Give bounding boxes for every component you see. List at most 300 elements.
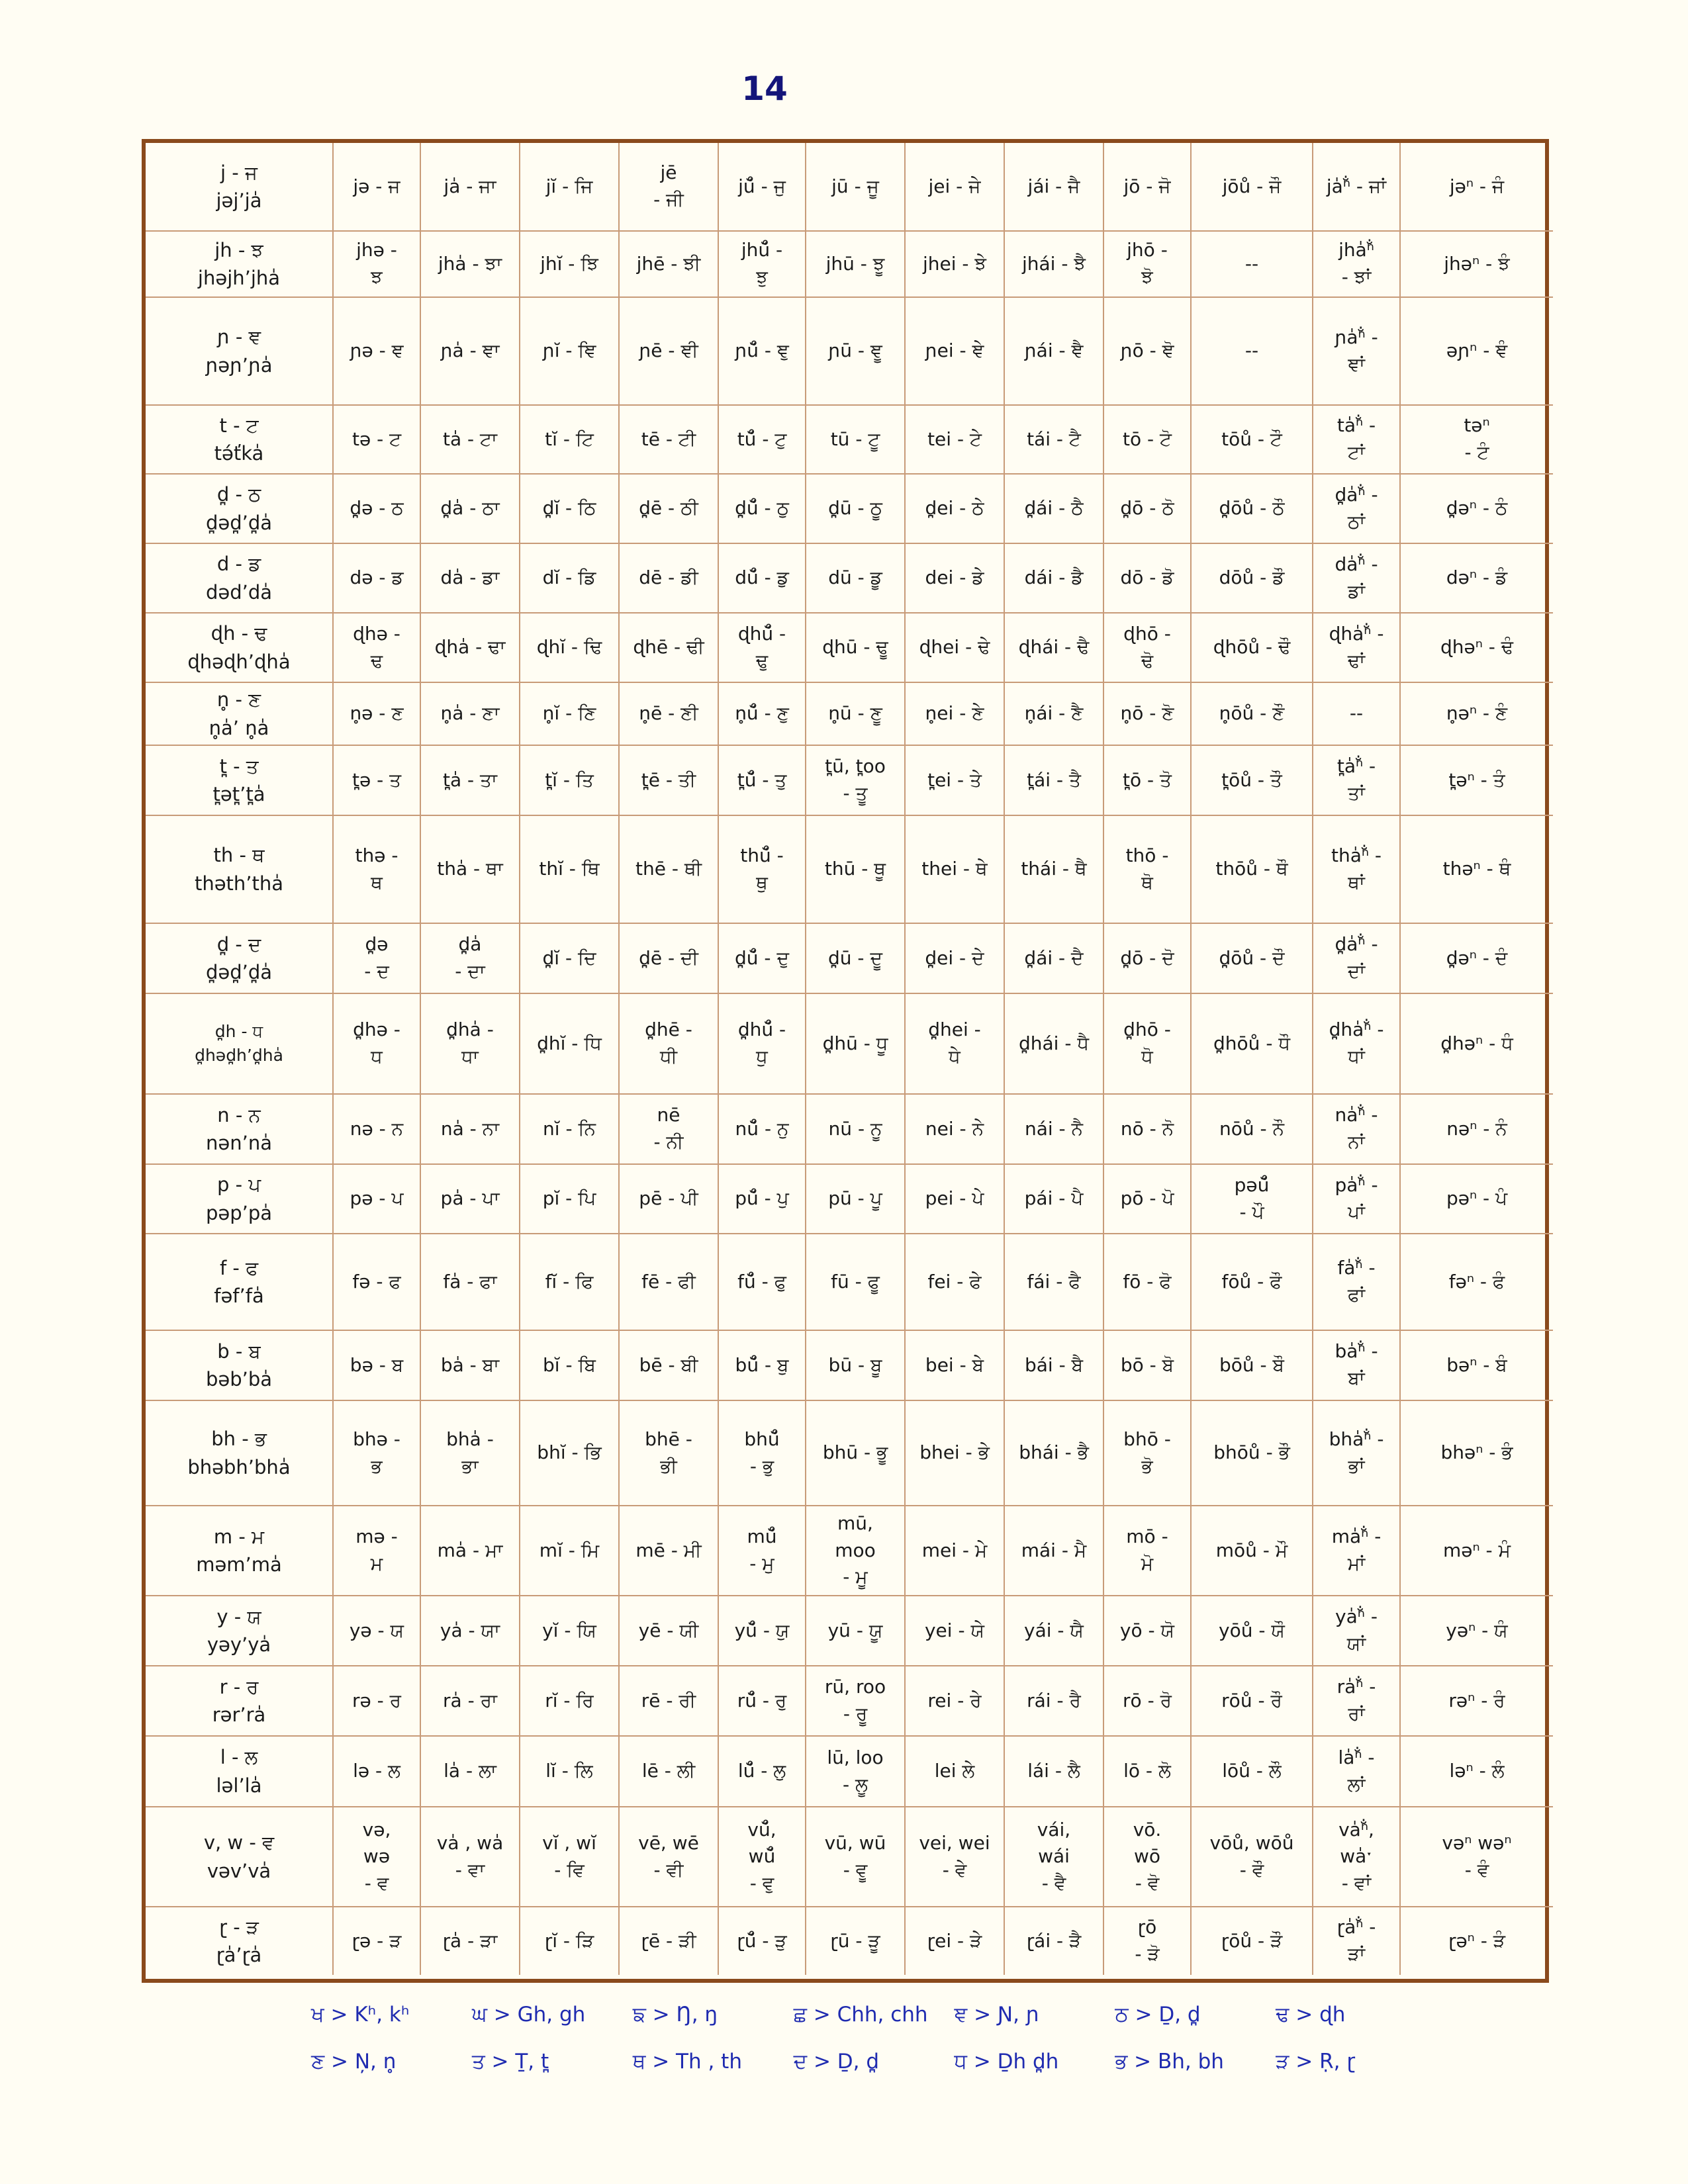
syllable-cell: lōů - ਲੌ xyxy=(1192,1737,1313,1807)
syllable-cell: bhē - ਭੀ xyxy=(620,1401,719,1506)
syllable-cell: lái - ਲੈ xyxy=(1005,1737,1104,1807)
syllable-cell: rĭ - ਰਿ xyxy=(520,1666,620,1737)
syllable-cell: d̪hō - ਧੋ xyxy=(1104,994,1192,1095)
syllable-cell: lē - ਲੀ xyxy=(620,1737,719,1807)
syllable-cell: vōů, wōů - ਵੌ xyxy=(1192,1807,1313,1907)
syllable-cell: pū - ਪੂ xyxy=(806,1165,906,1234)
consonant-header-cell: n - ਨ nən’na̍ xyxy=(146,1095,334,1165)
syllable-cell: ɽē - ੜੀ xyxy=(620,1907,719,1975)
syllable-cell: fái - ਫੈ xyxy=(1005,1234,1104,1331)
syllable-cell: la̍ⁿ̐ - ਲਾਂ xyxy=(1313,1737,1401,1807)
syllable-cell: n̥ĭ - ਣਿ xyxy=(520,683,620,746)
syllable-cell: pa̍ - ਪਾ xyxy=(421,1165,520,1234)
syllable-cell: ɽa̍ⁿ̐ - ੜਾਂ xyxy=(1313,1907,1401,1975)
syllable-cell: thū - ਥੂ xyxy=(806,816,906,924)
syllable-cell: rŭ̊ - ਰੁ xyxy=(719,1666,806,1737)
syllable-cell: rē - ਰੀ xyxy=(620,1666,719,1737)
syllable-cell: vū, wū - ਵੂ xyxy=(806,1807,906,1907)
syllable-cell: va̍ , wa̍ - ਵਾ xyxy=(421,1807,520,1907)
syllable-cell: d̪ō - ਠੋ xyxy=(1104,475,1192,544)
syllable-cell: təⁿ - ਟੰ xyxy=(1401,406,1553,475)
syllable-cell: n̥a̍ - ਣਾ xyxy=(421,683,520,746)
syllable-cell: thəⁿ - ਥੰ xyxy=(1401,816,1553,924)
consonant-header-cell: d - ਡ dəd’da̍ xyxy=(146,544,334,614)
syllable-cell: ɖhŭ̊ - ਢੁ xyxy=(719,614,806,683)
syllable-cell: bhū - ਭੂ xyxy=(806,1401,906,1506)
syllable-cell: dəⁿ - ਡੰ xyxy=(1401,544,1553,614)
syllable-cell: ɖhəⁿ - ਢੰ xyxy=(1401,614,1553,683)
consonant-header-cell: jh - ਝ jhəjh’jha̍ xyxy=(146,232,334,298)
consonant-header-cell: t̪ - ਤ t̪ət̪’t̪a̍ xyxy=(146,746,334,816)
syllable-cell: na̍ - ਨਾ xyxy=(421,1095,520,1165)
consonant-header-cell: l - ਲ ləl’la̍ xyxy=(146,1737,334,1807)
syllable-cell: jĭ - ਜਿ xyxy=(520,143,620,232)
syllable-cell: thŭ̊ - ਥੁ xyxy=(719,816,806,924)
syllable-cell: n̥ū - ਣੂ xyxy=(806,683,906,746)
syllable-cell: mōů - ਮੌ xyxy=(1192,1506,1313,1596)
syllable-cell: əɲⁿ - ਞੰ xyxy=(1401,298,1553,406)
syllable-cell: lei ਲੇ xyxy=(906,1737,1005,1807)
syllable-cell: mái - ਮੈ xyxy=(1005,1506,1104,1596)
syllable-cell: jei - ਜੇ xyxy=(906,143,1005,232)
consonant-header-cell: r - ਰ rər’ra̍ xyxy=(146,1666,334,1737)
syllable-cell: yō - ਯੋ xyxy=(1104,1596,1192,1666)
syllable-cell: ta̍ⁿ̐ - ਟਾਂ xyxy=(1313,406,1401,475)
syllable-cell: pĭ - ਪਿ xyxy=(520,1165,620,1234)
syllable-cell: ɖhōů - ਢੌ xyxy=(1192,614,1313,683)
syllable-cell: d̪ha̍ⁿ̐ - ਧਾਂ xyxy=(1313,994,1401,1095)
syllable-cell: bei - ਬੇ xyxy=(906,1331,1005,1401)
syllable-cell: pəŭ̊ - ਪੌ xyxy=(1192,1165,1313,1234)
syllable-cell: vō. wō - ਵੋ xyxy=(1104,1807,1192,1907)
syllable-cell: ɲa̍ - ਞਾ xyxy=(421,298,520,406)
syllable-cell: yei - ਯੇ xyxy=(906,1596,1005,1666)
syllable-cell: lū, loo - ਲੂ xyxy=(806,1737,906,1807)
syllable-cell: ɖhō - ਢੋ xyxy=(1104,614,1192,683)
syllable-cell: n̥əⁿ - ਣੰ xyxy=(1401,683,1553,746)
syllable-cell: fĭ - ਫਿ xyxy=(520,1234,620,1331)
syllable-cell: t̪ĭ - ਤਿ xyxy=(520,746,620,816)
syllable-cell: dōů - ਡੌ xyxy=(1192,544,1313,614)
syllable-cell: dei - ਡੇ xyxy=(906,544,1005,614)
syllable-cell: nə - ਨ xyxy=(334,1095,421,1165)
syllable-cell: bŭ̊ - ਬੁ xyxy=(719,1331,806,1401)
syllable-cell: thə - ਥ xyxy=(334,816,421,924)
syllable-cell: ɽa̍ - ੜਾ xyxy=(421,1907,520,1975)
syllable-cell: vái, wái - ਵੈ xyxy=(1005,1807,1104,1907)
syllable-cell: bhō - ਭੋ xyxy=(1104,1401,1192,1506)
syllable-cell: d̪ē - ਠੀ xyxy=(620,475,719,544)
syllable-cell: thái - ਥੈ xyxy=(1005,816,1104,924)
syllable-cell: pŭ̊ - ਪੁ xyxy=(719,1165,806,1234)
syllable-cell: dŭ̊ - ਡੁ xyxy=(719,544,806,614)
syllable-cell: nō - ਨੋ xyxy=(1104,1095,1192,1165)
legend-item: ਢ > ɖh xyxy=(1276,2003,1346,2026)
syllable-cell: d̪ŭ̊ - ਠੁ xyxy=(719,475,806,544)
syllable-cell: ɽō - ੜੋ xyxy=(1104,1907,1192,1975)
syllable-cell: -- xyxy=(1313,683,1401,746)
syllable-cell: tei - ਟੇ xyxy=(906,406,1005,475)
syllable-cell: ɖha̍ - ਢਾ xyxy=(421,614,520,683)
syllable-cell: mei - ਮੇ xyxy=(906,1506,1005,1596)
syllable-cell: tē - ਟੀ xyxy=(620,406,719,475)
syllable-cell: d̪hŭ̊ - ਧੁ xyxy=(719,994,806,1095)
syllable-cell: ɖhū - ਢੂ xyxy=(806,614,906,683)
syllable-cell: rōů - ਰੌ xyxy=(1192,1666,1313,1737)
syllable-cell: pē - ਪੀ xyxy=(620,1165,719,1234)
syllable-cell: lĭ - ਲਿ xyxy=(520,1737,620,1807)
syllable-cell: thĭ - ਥਿ xyxy=(520,816,620,924)
syllable-cell: dái - ਡੈ xyxy=(1005,544,1104,614)
syllable-cell: ɖhĭ - ਢਿ xyxy=(520,614,620,683)
syllable-cell: d̪a̍ - ਦਾ xyxy=(421,924,520,994)
syllable-cell: bē - ਬੀ xyxy=(620,1331,719,1401)
legend-item: ਛ > Chh, chh xyxy=(793,2003,928,2026)
legend-item: ਠ > Ḏ, d̪ xyxy=(1115,2003,1201,2026)
syllable-cell: d̪həⁿ - ਧੰ xyxy=(1401,994,1553,1095)
syllable-cell: t̪a̍ - ਤਾ xyxy=(421,746,520,816)
syllable-cell: d̪ū - ਠੂ xyxy=(806,475,906,544)
syllable-cell: jhəⁿ - ਝੰ xyxy=(1401,232,1553,298)
syllable-cell: yōů - ਯੌ xyxy=(1192,1596,1313,1666)
consonant-header-cell: v, w - ਵ vəv’va̍ xyxy=(146,1807,334,1907)
syllable-cell: fō - ਫੋ xyxy=(1104,1234,1192,1331)
syllable-cell: d̪hū - ਧੂ xyxy=(806,994,906,1095)
syllable-cell: pəⁿ - ਪੰ xyxy=(1401,1165,1553,1234)
legend-item: ਣ > Ņ, n̥ xyxy=(311,2050,397,2073)
syllable-cell: fŭ̊ - ਫੁ xyxy=(719,1234,806,1331)
consonant-header-cell: p - ਪ pəp’pa̍ xyxy=(146,1165,334,1234)
syllable-cell: ɲŭ̊ - ਞੁ xyxy=(719,298,806,406)
syllable-cell: nei - ਨੇ xyxy=(906,1095,1005,1165)
syllable-cell: d̪hái - ਧੈ xyxy=(1005,994,1104,1095)
syllable-cell: d̪hē - ਧੀ xyxy=(620,994,719,1095)
legend-item: ਙ > Ŋ, ŋ xyxy=(632,2003,718,2026)
syllable-cell: jū - ਜੂ xyxy=(806,143,906,232)
consonant-header-cell: m - ਮ məm’ma̍ xyxy=(146,1506,334,1596)
syllable-cell: n̥ōů - ਣੌ xyxy=(1192,683,1313,746)
syllable-cell: jə - ਜ xyxy=(334,143,421,232)
consonant-header-cell: d̪h - ਧ d̪həd̪h’d̪ha̍ xyxy=(146,994,334,1095)
syllable-cell: vĭ , wĭ - ਵਿ xyxy=(520,1807,620,1907)
syllable-cell: ɖhái - ਢੈ xyxy=(1005,614,1104,683)
consonant-header-cell: f - ਫ fəf’fa̍ xyxy=(146,1234,334,1331)
syllable-cell: mō - ਮੋ xyxy=(1104,1506,1192,1596)
syllable-cell: d̪ĭ - ਦਿ xyxy=(520,924,620,994)
syllable-cell: ma̍ⁿ̐ - ਮਾਂ xyxy=(1313,1506,1401,1596)
syllable-cell: rəⁿ - ਰੰ xyxy=(1401,1666,1553,1737)
syllable-cell: pái - ਪੈ xyxy=(1005,1165,1104,1234)
syllable-cell: d̪ei - ਠੇ xyxy=(906,475,1005,544)
syllable-cell: fa̍ⁿ̐ - ਫਾਂ xyxy=(1313,1234,1401,1331)
syllable-cell: ɖhə - ਢ xyxy=(334,614,421,683)
syllable-cell: jē - ਜੀ xyxy=(620,143,719,232)
syllable-cell: ɽōů - ੜੌ xyxy=(1192,1907,1313,1975)
syllable-cell: nū - ਨੂ xyxy=(806,1095,906,1165)
syllable-cell: bəⁿ - ਬੰ xyxy=(1401,1331,1553,1401)
syllable-cell: d̪hə - ਧ xyxy=(334,994,421,1095)
syllable-cell: jha̍ⁿ̐ - ਝਾਂ xyxy=(1313,232,1401,298)
syllable-cell: jhei - ਝੇ xyxy=(906,232,1005,298)
syllable-cell: ma̍ - ਮਾ xyxy=(421,1506,520,1596)
syllable-cell: n̥ō - ਣੋ xyxy=(1104,683,1192,746)
syllable-cell: ɲa̍ⁿ̐ - ਞਾਂ xyxy=(1313,298,1401,406)
consonant-header-cell: n̥ - ਣ n̥a̍’ n̥a̍ xyxy=(146,683,334,746)
syllable-cell: d̪ə - ਠ xyxy=(334,475,421,544)
consonant-header-cell: th - ਥ thəth’tha̍ xyxy=(146,816,334,924)
syllable-cell: jŭ̊ - ਜੁ xyxy=(719,143,806,232)
legend-item: ਦ > Ḏ, d̪ xyxy=(793,2050,880,2073)
syllable-cell: d̪əⁿ - ਦੰ xyxy=(1401,924,1553,994)
syllable-cell: jhē - ਝੀ xyxy=(620,232,719,298)
syllable-cell: nŭ̊ - ਨੁ xyxy=(719,1095,806,1165)
consonant-header-cell: ɲ - ਞ ɲəɲ’ɲa̍ xyxy=(146,298,334,406)
syllable-cell: ɽei - ੜੇ xyxy=(906,1907,1005,1975)
syllable-cell: t̪əⁿ - ਤੰ xyxy=(1401,746,1553,816)
syllable-cell: yĭ - ਯਿ xyxy=(520,1596,620,1666)
syllable-cell: ɽĭ - ੜਿ xyxy=(520,1907,620,1975)
consonant-header-cell: ɖh - ਢ ɖhəɖh’ɖha̍ xyxy=(146,614,334,683)
syllable-cell: jhū - ਝੂ xyxy=(806,232,906,298)
syllable-cell: n̥ái - ਣੈ xyxy=(1005,683,1104,746)
syllable-cell: rə - ਰ xyxy=(334,1666,421,1737)
consonant-header-cell: y - ਯ yəy’ya̍ xyxy=(146,1596,334,1666)
legend-item: ਭ > Bh, bh xyxy=(1115,2050,1224,2073)
syllable-cell: ɽəⁿ - ੜੰ xyxy=(1448,1929,1506,1952)
syllable-cell: fəⁿ - ਫੰ xyxy=(1401,1234,1553,1331)
consonant-header-cell: bh - ਭ bhəbh’bha̍ xyxy=(146,1401,334,1506)
syllable-cell: na̍ⁿ̐ - ਨਾਂ xyxy=(1313,1095,1401,1165)
syllable-cell: pa̍ⁿ̐ - ਪਾਂ xyxy=(1313,1165,1401,1234)
syllable-cell: məⁿ - ਮੰ xyxy=(1401,1506,1553,1596)
consonant-header-cell: j - ਜ jəj’ja̍ xyxy=(146,143,334,232)
syllable-cell: ra̍ - ਰਾ xyxy=(421,1666,520,1737)
syllable-cell: d̪ha̍ - ਧਾ xyxy=(421,994,520,1095)
syllable-cell: bhŭ̊ - ਭੁ xyxy=(719,1401,806,1506)
syllable-cell: jha̍ - ਝਾ xyxy=(421,232,520,298)
syllable-cell: fōů - ਫੌ xyxy=(1192,1234,1313,1331)
legend-item: ਞ > Ɲ, ɲ xyxy=(954,2003,1039,2026)
syllable-cell: bū - ਬੂ xyxy=(806,1331,906,1401)
syllable-cell: nōů - ਨੌ xyxy=(1192,1095,1313,1165)
syllable-cell: də - ਡ xyxy=(334,544,421,614)
syllable-cell: yē - ਯੀ xyxy=(620,1596,719,1666)
syllable-cell: ta̍ - ਟਾ xyxy=(421,406,520,475)
syllable-cell: vəⁿ wəⁿ - ਵੰ xyxy=(1401,1807,1553,1907)
syllable-cell: bái - ਬੈ xyxy=(1005,1331,1104,1401)
legend-item: ਧ > Ḏh d̪h xyxy=(954,2050,1059,2073)
syllable-cell: bō - ਬੋ xyxy=(1104,1331,1192,1401)
syllable-cell: bĭ - ਬਿ xyxy=(520,1331,620,1401)
syllable-cell: t̪ei - ਤੇ xyxy=(906,746,1005,816)
syllable-cell: ja̍ⁿ̐ - ਜਾਂ xyxy=(1313,143,1401,232)
syllable-cell: lō - ਲੋ xyxy=(1104,1737,1192,1807)
syllable-cell: ba̍ⁿ̐ - ਬਾਂ xyxy=(1313,1331,1401,1401)
syllable-cell: d̪ŭ̊ - ਦੁ xyxy=(719,924,806,994)
syllable-cell: pō - ਪੋ xyxy=(1104,1165,1192,1234)
syllable-cell: vei, wei - ਵੇ xyxy=(906,1807,1005,1907)
syllable-cell: ra̍ⁿ̐ - ਰਾਂ xyxy=(1313,1666,1401,1737)
syllable-cell: jō - ਜੋ xyxy=(1104,143,1192,232)
syllable-cell: fei - ਫੇ xyxy=(906,1234,1005,1331)
consonant-header-cell: ɽ - ੜ ɽa̍’ɽa̍ xyxy=(146,1907,334,1975)
syllable-cell: yə - ਯ xyxy=(334,1596,421,1666)
syllable-cell: ɲē - ਞੀ xyxy=(620,298,719,406)
syllable-cell: fē - ਫੀ xyxy=(620,1234,719,1331)
syllable-cell: d̪ĭ - ਠਿ xyxy=(520,475,620,544)
syllable-cell: -- xyxy=(1192,298,1313,406)
syllable-cell: ɽŭ̊ - ੜੁ xyxy=(719,1907,806,1975)
syllable-cell: d̪ōů - ਦੌ xyxy=(1192,924,1313,994)
syllable-cell: rō - ਰੋ xyxy=(1104,1666,1192,1737)
consonant-header-cell: d̪ - ਦ d̪əd̪’d̪a̍ xyxy=(146,924,334,994)
syllable-cell: ɖhē - ਢੀ xyxy=(620,614,719,683)
syllable-cell: d̪hei - ਧੇ xyxy=(906,994,1005,1095)
syllable-cell: yŭ̊ - ਯੁ xyxy=(719,1596,806,1666)
syllable-cell: ɲei - ਞੇ xyxy=(906,298,1005,406)
syllable-cell: n̥ŭ̊ - ਣੁ xyxy=(719,683,806,746)
syllable-cell: ɽū - ੜੂ xyxy=(806,1907,906,1975)
syllable-cell: la̍ - ਲਾ xyxy=(421,1737,520,1807)
syllable-cell: bha̍ⁿ̐ - ਭਾਂ xyxy=(1313,1401,1401,1506)
syllable-cell: yəⁿ - ਯੰ xyxy=(1401,1596,1553,1666)
syllable-cell: jái - ਜੈ xyxy=(1005,143,1104,232)
syllable-cell: mŭ̊ - ਮੁ xyxy=(719,1506,806,1596)
syllable-cell: bōů - ਬੌ xyxy=(1192,1331,1313,1401)
syllable-cell: bhōů - ਭੌ xyxy=(1192,1401,1313,1506)
syllable-cell: tə - ਟ xyxy=(334,406,421,475)
syllable-cell: bhei - ਭੇ xyxy=(906,1401,1005,1506)
syllable-cell: yū - ਯੂ xyxy=(806,1596,906,1666)
syllable-cell: ɽə - ੜ xyxy=(334,1907,421,1975)
syllable-cell: ɲō - ਞੋ xyxy=(1104,298,1192,406)
syllable-cell: tĭ - ਟਿ xyxy=(520,406,620,475)
syllable-cell: t̪a̍ⁿ̐ - ਤਾਂ xyxy=(1313,746,1401,816)
syllable-cell: jhái - ਝੈ xyxy=(1005,232,1104,298)
legend-item: ਤ > Ṯ, t̪ xyxy=(471,2050,549,2073)
legend-item: ੜ > Ṛ, ɽ xyxy=(1276,2050,1356,2073)
syllable-cell: mĭ - ਮਿ xyxy=(520,1506,620,1596)
syllable-cell: rei - ਰੇ xyxy=(906,1666,1005,1737)
syllable-cell: ɲĭ - ਞਿ xyxy=(520,298,620,406)
page-number: 14 xyxy=(741,69,788,108)
transliteration-legend xyxy=(311,2003,1436,2074)
syllable-cell: və, wə - ਵ xyxy=(334,1807,421,1907)
syllable-cell: da̍ - ਡਾ xyxy=(421,544,520,614)
syllable-cell: t̪ə - ਤ xyxy=(334,746,421,816)
syllable-cell: mū, moo - ਮੂ xyxy=(806,1506,906,1596)
syllable-cell: ɽái - ੜੈ xyxy=(1005,1907,1104,1975)
syllable-cell: t̪ē - ਤੀ xyxy=(620,746,719,816)
syllable-cell: t̪ō - ਤੋ xyxy=(1104,746,1192,816)
syllable-cell: fə - ਫ xyxy=(334,1234,421,1331)
syllable-cell: ɖha̍ⁿ̐ - ਢਾਂ xyxy=(1313,614,1401,683)
syllable-cell: n̥ə - ਣ xyxy=(334,683,421,746)
legend-item: ਥ > Th , th xyxy=(632,2050,742,2073)
syllable-cell: yái - ਯੈ xyxy=(1005,1596,1104,1666)
syllable-cell: -- xyxy=(1192,232,1313,298)
syllable-cell: tōů - ਟੌ xyxy=(1192,406,1313,475)
syllable-cell: d̪a̍ⁿ̐ - ਠਾਂ xyxy=(1313,475,1401,544)
syllable-cell: mə - ਮ xyxy=(334,1506,421,1596)
syllable-cell: d̪ōů - ਠੌ xyxy=(1192,475,1313,544)
syllable-cell: bhái - ਭੈ xyxy=(1005,1401,1104,1506)
syllable-cell: t̪ōů - ਤੌ xyxy=(1192,746,1313,816)
syllable-cell: thei - ਥੇ xyxy=(906,816,1005,924)
syllable-cell: d̪a̍ - ਠਾ xyxy=(421,475,520,544)
consonant-header-cell: d̪ - ਠ d̪əd̪’d̪a̍ xyxy=(146,475,334,544)
syllable-cell: tŭ̊ - ਟੁ xyxy=(719,406,806,475)
syllable-cell: n̥ei - ਣੇ xyxy=(906,683,1005,746)
syllable-cell: bhəⁿ - ਭੰ xyxy=(1401,1401,1553,1506)
syllable-cell: ɲū - ਞੂ xyxy=(806,298,906,406)
syllable-cell: rū, roo - ਰੂ xyxy=(806,1666,906,1737)
syllable-cell: d̪hĭ - ਧਿ xyxy=(520,994,620,1095)
syllable-cell: pə - ਪ xyxy=(334,1165,421,1234)
legend-item: ਖ > Kʰ, kʰ xyxy=(311,2003,410,2026)
syllable-cell: vŭ̊, wŭ̊ - ਵੁ xyxy=(719,1807,806,1907)
syllable-cell: nəⁿ - ਨੰ xyxy=(1401,1095,1553,1165)
syllable-cell: tha̍ⁿ̐ - ਥਾਂ xyxy=(1313,816,1401,924)
syllable-cell: nái - ਨੈ xyxy=(1005,1095,1104,1165)
syllable-cell: t̪ŭ̊ - ਤੁ xyxy=(719,746,806,816)
syllable-cell: pei - ਪੇ xyxy=(906,1165,1005,1234)
syllable-cell: t̪ū, t̪oo - ਤੂ xyxy=(806,746,906,816)
syllable-cell: dū - ਡੂ xyxy=(806,544,906,614)
syllable-cell: thē - ਥੀ xyxy=(620,816,719,924)
syllable-cell: tō - ਟੋ xyxy=(1104,406,1192,475)
syllable-cell: jhŭ̊ - ਝੁ xyxy=(719,232,806,298)
syllable-cell: fa̍ - ਫਾ xyxy=(421,1234,520,1331)
syllable-cell: ya̍ⁿ̐ - ਯਾਂ xyxy=(1313,1596,1401,1666)
syllable-cell: da̍ⁿ̐ - ਡਾਂ xyxy=(1313,544,1401,614)
syllable-cell: d̪ei - ਦੇ xyxy=(906,924,1005,994)
syllable-cell: n̥ē - ਣੀ xyxy=(620,683,719,746)
syllable-cell: jhĭ - ਝਿ xyxy=(520,232,620,298)
syllable-cell: bhə - ਭ xyxy=(334,1401,421,1506)
syllable-cell: ɲə - ਞ xyxy=(334,298,421,406)
syllable-cell: jōů - ਜੌ xyxy=(1192,143,1313,232)
syllable-cell: tái - ਟੈ xyxy=(1005,406,1104,475)
syllable-cell: d̪ə - ਦ xyxy=(334,924,421,994)
syllable-cell: ba̍ - ਬਾ xyxy=(421,1331,520,1401)
syllable-cell: d̪ái - ਦੈ xyxy=(1005,924,1104,994)
syllable-cell: mē - ਮੀ xyxy=(620,1506,719,1596)
syllable-cell: fū - ਫੂ xyxy=(806,1234,906,1331)
syllable-cell: d̪hōů - ਧੌ xyxy=(1192,994,1313,1095)
syllable-cell: dĭ - ਡਿ xyxy=(520,544,620,614)
syllable-cell: bhĭ - ਭਿ xyxy=(520,1401,620,1506)
syllable-cell: lə - ਲ xyxy=(334,1737,421,1807)
syllable-cell: lŭ̊ - ਲੁ xyxy=(719,1737,806,1807)
syllable-cell: t̪ái - ਤੈ xyxy=(1005,746,1104,816)
syllable-cell: dō - ਡੋ xyxy=(1104,544,1192,614)
syllable-cell: thō - ਥੋ xyxy=(1104,816,1192,924)
syllable-cell: bha̍ - ਭਾ xyxy=(421,1401,520,1506)
consonant-header-cell: t - ਟ tə́ťka̍ xyxy=(146,406,334,475)
syllable-cell: ɖhei - ਢੇ xyxy=(906,614,1005,683)
syllable-cell: ja̍ - ਜਾ xyxy=(421,143,520,232)
syllable-cell: dē - ਡੀ xyxy=(620,544,719,614)
syllable-cell: d̪ái - ਠੈ xyxy=(1005,475,1104,544)
syllable-cell: nē - ਨੀ xyxy=(620,1095,719,1165)
syllable-cell: vē, wē - ਵੀ xyxy=(620,1807,719,1907)
phonetic-table xyxy=(142,139,1549,1983)
consonant-header-cell: b - ਬ bəb’ba̍ xyxy=(146,1331,334,1401)
legend-item: ਘ > Gh, gh xyxy=(471,2003,586,2026)
syllable-cell: thōů - ਥੌ xyxy=(1192,816,1313,924)
syllable-cell: jəⁿ - ਜੰ xyxy=(1401,143,1553,232)
